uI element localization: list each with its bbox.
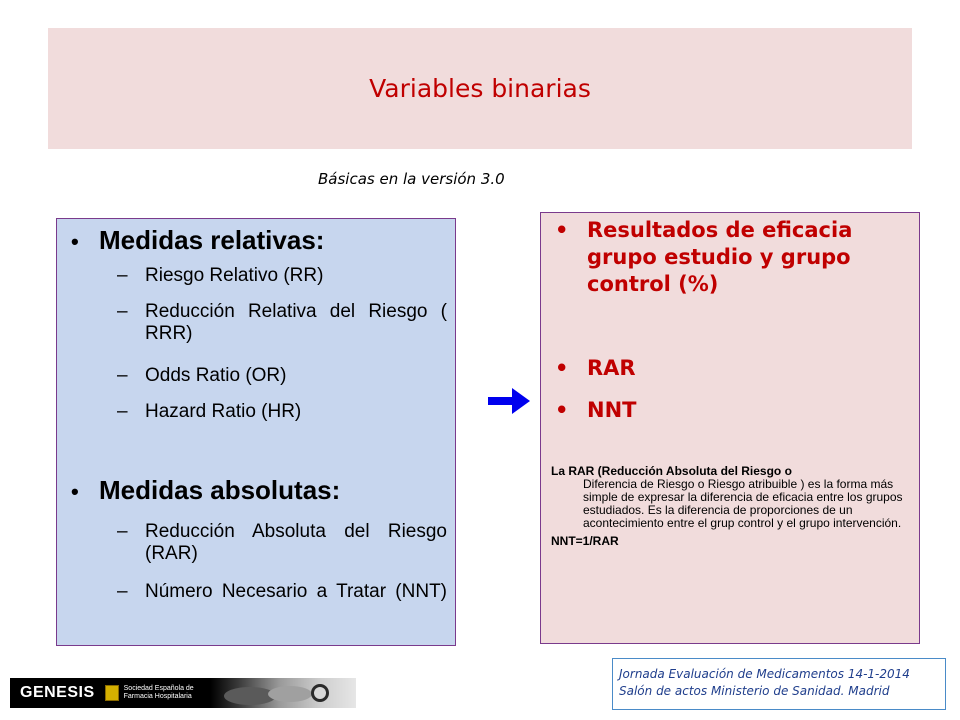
footer-line-venue: Salón de actos Ministerio de Sanidad. Madrid [619,684,890,698]
arrow-right-icon [488,388,530,414]
bullet-icon: • [555,356,569,380]
list-item: – Reducción Absoluta del Riesgo (RAR) [117,521,447,564]
title-banner [48,28,912,149]
list-item: – Hazard Ratio (HR) [117,401,302,422]
absolute-measures-heading: • Medidas absolutas: [71,475,341,505]
rar-definition-note [551,465,911,548]
relative-absolute-measures-panel [56,218,456,646]
list-item: – Riesgo Relativo (RR) [117,265,324,286]
bullet-icon: • [555,398,569,422]
blood-pressure-photo [220,680,350,706]
bullet-rar: • RAR [555,356,636,380]
genesis-logo: GENESIS [20,684,95,701]
genesis-logo-banner [10,678,356,708]
note-body: Diferencia de Riesgo o Riesgo atribuible ) es la forma más simple de expresar la diferencia de eficacia entre los grupos estudiados. Es la diferencia de proporciones de un acontecimiento entre el grup control y el grupo intervención. [583,477,903,530]
slide-title: Variables binarias [369,74,591,103]
sefh-emblem-icon [105,685,119,701]
sefh-logo-text: Sociedad Española de Farmacia Hospitalaria [123,685,194,700]
list-item: – Número Necesario a Tratar (NNT) [117,581,447,602]
bullet-efficacy-results: • Resultados de eficacia grupo estudio y grupo control (%) [555,218,853,296]
bullet-icon: • [71,479,79,504]
subtitle: Básicas en la versión 3.0 [318,170,505,188]
event-footer [612,658,946,710]
bullet-nnt: • NNT [555,398,637,422]
nnt-formula: NNT=1/RAR [551,534,619,548]
footer-line-event: Jornada Evaluación de Medicamentos 14-1-2014 [619,667,910,681]
list-item: – Reducción Relativa del Riesgo ( RRR) [117,301,447,344]
note-first-line: La RAR (Reducción Absoluta del Riesgo o [551,464,792,478]
efficacy-results-panel [540,212,920,644]
bullet-icon: • [555,218,569,242]
relative-measures-heading: • Medidas relativas: [71,225,325,255]
list-item: – Odds Ratio (OR) [117,365,287,386]
bullet-icon: • [71,229,79,254]
